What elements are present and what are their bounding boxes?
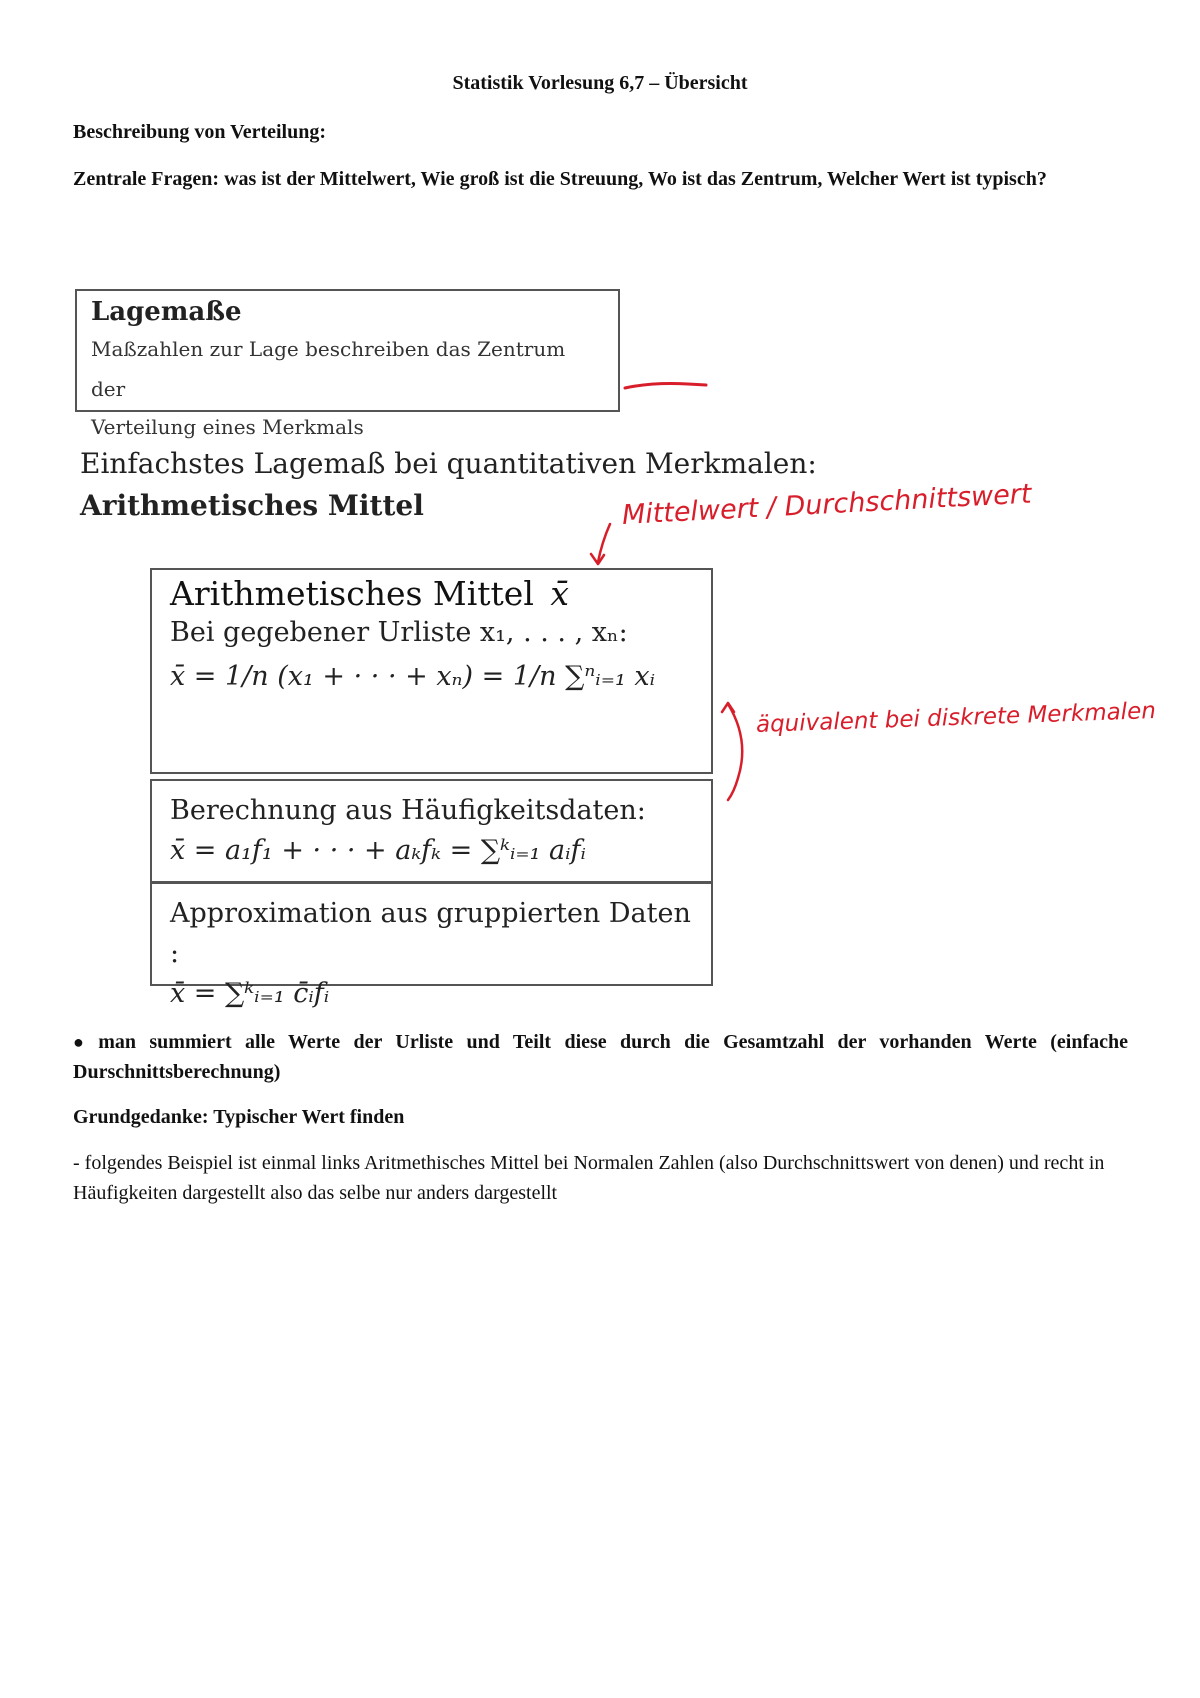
red-bracket-icon [720,700,760,810]
einfachstes-line1: Einfachstes Lagemaß bei quantitativen Merkmalen: [80,447,817,480]
zentrale-fragen: Zentrale Fragen: was ist der Mittelwert, Wie groß ist die Streuung, Wo ist das Zentrum, Welcher Wert ist typisch? [73,168,1047,190]
gruppiert-formula: x̄ = ∑ᵏᵢ₌₁ c̄ᵢfᵢ [170,978,330,1009]
gruppiert-title: Approximation aus gruppierten Daten : [170,898,691,969]
haeufigkeit-title: Berechnung aus Häufigkeitsdaten: [170,795,646,826]
haeufigkeit-box [150,779,713,883]
am-box-formula: x̄ = 1/n (x₁ + · · · + xₙ) = 1/n ∑ⁿᵢ₌₁ xᵢ [170,661,656,692]
lagemasse-title: Lagemaße [91,297,242,327]
arithmetisches-mittel-box [150,568,713,774]
handwriting-mittelwert: Mittelwert / Durchschnittswert [621,478,1033,531]
lagemasse-line2: Verteilung eines Merkmals [91,415,364,439]
bullet-text: man summiert alle Werte der Urliste und Teilt diese durch die Gesamtzahl der vorhanden Werte (einfache Durschnittsberechnung) [73,1031,1129,1083]
heading-beschreibung: Beschreibung von Verteilung: [73,121,326,143]
handwriting-aequivalent: äquivalent bei diskrete Merkmalen [755,698,1157,738]
am-box-subtitle: Bei gegebener Urliste x₁, . . . , xₙ: [170,617,628,648]
red-arrow-down-icon [588,520,618,570]
lagemasse-box [75,289,620,439]
grundgedanke-heading: Grundgedanke: Typischer Wert finden [73,1106,405,1128]
page-title: Statistik Vorlesung 6,7 – Übersicht [452,72,748,94]
bullet-icon: ● [73,1032,93,1052]
einfachstes-line2: Arithmetisches Mittel [80,489,424,522]
am-box-title: Arithmetisches Mittel [170,574,534,613]
gruppiert-box [150,882,713,1009]
lagemasse-line1: Maßzahlen zur Lage beschreiben das Zentrum der [91,337,566,401]
bullet-paragraph [73,1027,1128,1087]
red-underline-stroke [622,378,712,394]
beispiel-paragraph: - folgendes Beispiel ist einmal links Aritmethisches Mittel bei Normalen Zahlen (also Durchschnittswert von denen) und recht in Häufigkeiten dargestellt also das selbe nur anders dargestellt [73,1152,1105,1204]
haeufigkeit-formula: x̄ = a₁f₁ + · · · + aₖfₖ = ∑ᵏᵢ₌₁ aᵢfᵢ [170,835,586,866]
am-box-symbol: x̄ [550,574,570,613]
